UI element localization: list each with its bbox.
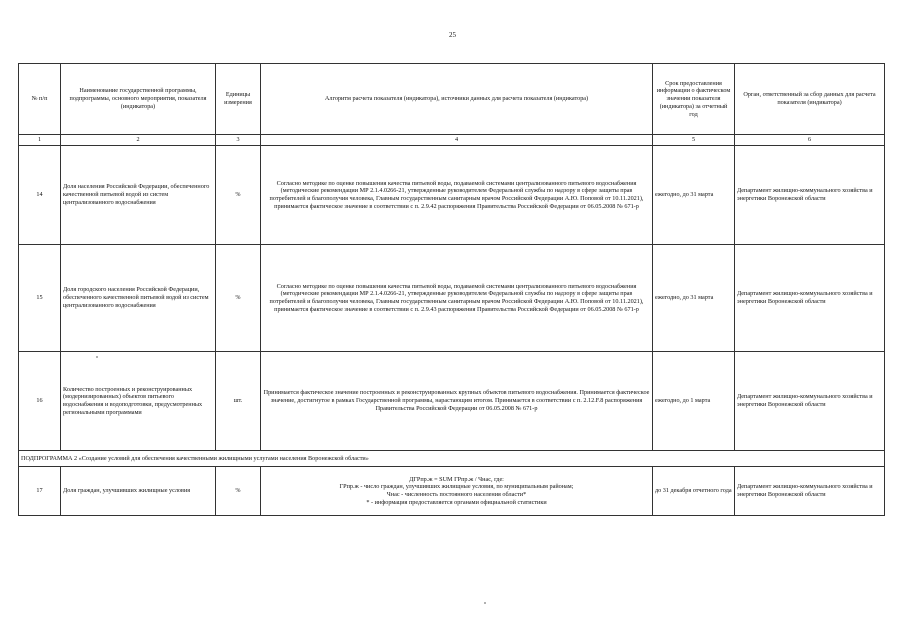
formula-definition: ГРпр.ж - число граждан, улучшивших жилищные условия, по муниципальным районам; (339, 483, 574, 491)
column-number: 4 (261, 135, 653, 146)
column-number: 5 (653, 135, 735, 146)
formula-definition: Чнас - численность постоянного населения области* (386, 491, 527, 498)
column-numbers-row (19, 135, 885, 146)
table-row (19, 146, 885, 245)
row-name: Доля городского населения Российской Федерации, обеспеченного качественной питьевой водой из систем централизованного водоснабжения (61, 245, 216, 352)
column-number: 2 (61, 135, 216, 146)
row-term: ежегодно, до 1 марта (653, 352, 735, 451)
row-name: Доля населения Российской Федерации, обеспеченного качественной питьевой водой из систем централизованного водоснабжения (61, 146, 216, 245)
row-organ: Департамент жилищно-коммунального хозяйства и энергетики Воронежской области (735, 245, 885, 352)
row-algorithm: Согласно методике по оценке повышения качества питьевой воды, подаваемой системами централизованного питьевого водоснабжения (методические рекомендации МР 2.1.4.0266-21, утвержденные руководителем Федеральной службы по надзору в сфере защиты прав потребителей и благополучия человека, Главным государственным санитарным врачом Российской Федерации А.Ю. Поповой от 10.11.2021), принимается фактическое значение в соответствии с п. 2.9.43 распоряжения Правительства Российской Федерации от 06.05.2008 № 671-р (261, 245, 653, 352)
formula-line: ДГРпр.ж = SUM ГРпр.ж / Чнас, где: (409, 475, 504, 483)
row-term: ежегодно, до 31 марта (653, 146, 735, 245)
subprogram-row (19, 451, 885, 467)
table-row (19, 467, 885, 516)
row-organ: Департамент жилищно-коммунального хозяйства и энергетики Воронежской области (735, 146, 885, 245)
row-num: 15 (19, 245, 61, 352)
column-number: 1 (19, 135, 61, 146)
scan-speck (484, 602, 486, 604)
table-header-row (19, 64, 885, 135)
row-algorithm: Принимается фактическое значение построенных и реконструированных крупных объектов питьевого водоснабжения. Принимается фактическое значение, достигнутое в рамках Государственной программы, нарастающим итогом. Принимается в соответствии с п. 2.12.F.8 распоряжения Правительства Российской Федерации от 06.05.2008 № 671-р (261, 352, 653, 451)
row-unit: шт. (216, 352, 261, 451)
page-number: 25 (449, 31, 456, 39)
row-unit: % (216, 467, 261, 516)
header-algorithm: Алгоритм расчета показателя (индикатора), источники данных для расчета показателя (индикатора) (261, 64, 653, 135)
table-row (19, 352, 885, 451)
table-row (19, 245, 885, 352)
header-organ: Орган, ответственный за сбор данных для расчета показателя (индикатора) (735, 64, 885, 135)
subprogram-title: ПОДПРОГРАММА 2 «Создание условий для обеспечения качественными жилищными услугами населения Воронежской области» (19, 451, 885, 467)
row-name: Количество построенных и реконструированных (модернизированных) объектов питьевого водоснабжения и водоподготовки, предусмотренных региональными программами (61, 352, 216, 451)
row-organ: Департамент жилищно-коммунального хозяйства и энергетики Воронежской области (735, 352, 885, 451)
row-term: ежегодно, до 31 марта (653, 245, 735, 352)
indicators-table (18, 63, 885, 516)
row-name: Доля граждан, улучшивших жилищные условия (61, 467, 216, 516)
row-algorithm (261, 467, 653, 516)
row-algorithm: Согласно методике по оценке повышения качества питьевой воды, подаваемой системами централизованного питьевого водоснабжения (методические рекомендации МР 2.1.4.0266-21, утвержденные руководителем Федеральной службы по надзору в сфере защиты прав потребителей и благополучия человека, Главным государственным санитарным врачом Российской Федерации А.Ю. Поповой от 10.11.2021), принимается фактическое значение в соответствии с п. 2.9.42 распоряжения Правительства Российской Федерации от 06.05.2008 № 671-р (261, 146, 653, 245)
row-organ: Департамент жилищно-коммунального хозяйства и энергетики Воронежской области (735, 467, 885, 516)
row-unit: % (216, 245, 261, 352)
column-number: 3 (216, 135, 261, 146)
row-num: 16 (19, 352, 61, 451)
row-num: 14 (19, 146, 61, 245)
row-num: 17 (19, 467, 61, 516)
formula-footnote: * - информация предоставляется органами официальной статистики (366, 498, 547, 506)
row-term: до 31 декабря отчетного года (653, 467, 735, 516)
scan-speck (96, 356, 98, 358)
row-unit: % (216, 146, 261, 245)
column-number: 6 (735, 135, 885, 146)
header-num: № п/п (19, 64, 61, 135)
header-name: Наименование государственной программы, подпрограммы, основного мероприятия, показателя (индикатора) (61, 64, 216, 135)
header-term: Срок предоставления информации о фактическом значении показателя (индикатора) за отчетный год (653, 64, 735, 135)
header-unit: Единицы измерения (216, 64, 261, 135)
